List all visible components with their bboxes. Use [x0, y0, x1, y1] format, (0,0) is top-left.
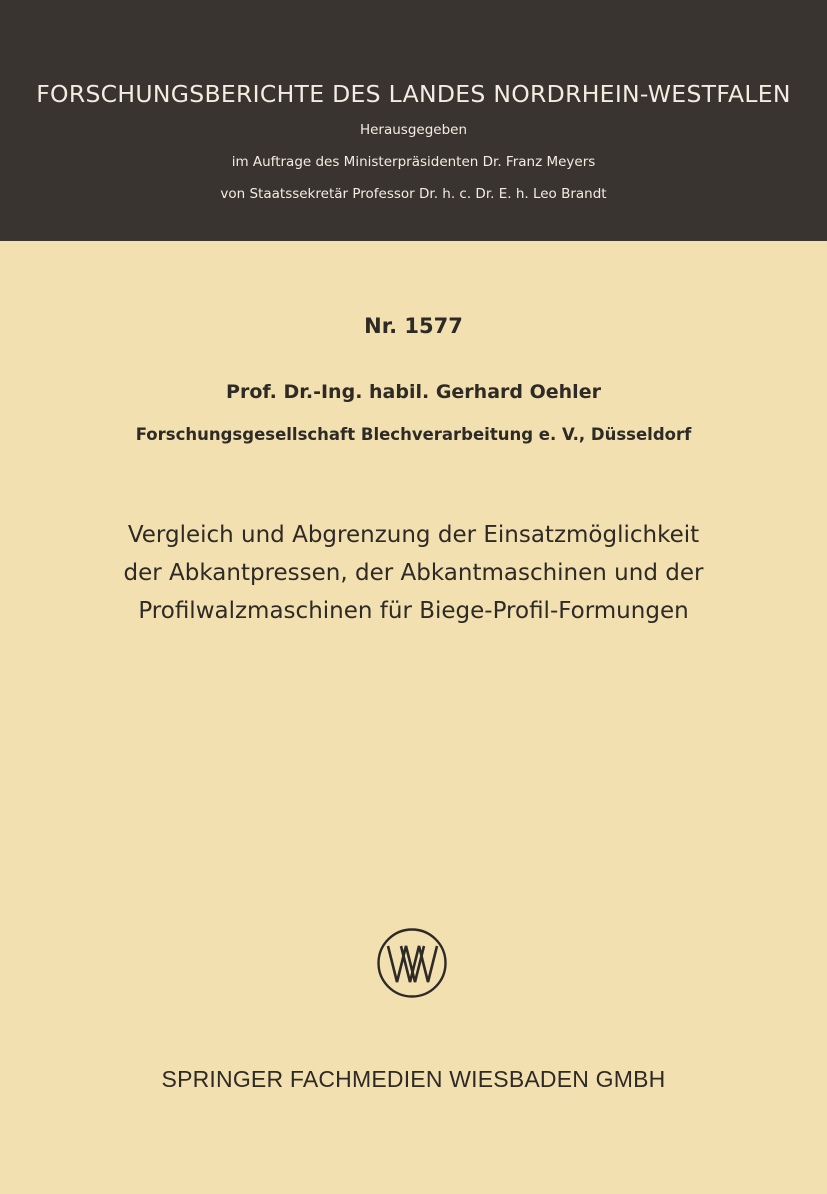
author-institution: Forschungsgesellschaft Blechverarbeitung e. V., Düsseldorf — [135, 425, 692, 444]
author-name: Prof. Dr.-Ing. habil. Gerhard Oehler — [226, 381, 601, 403]
title-line: Vergleich und Abgrenzung der Einsatzmöglichkeit — [127, 522, 700, 548]
title-line: der Abkantpressen, der Abkantmaschinen und der — [123, 560, 704, 586]
book-title — [0, 516, 827, 630]
publisher-name: SPRINGER FACHMEDIEN WIESBADEN GMBH — [161, 1066, 666, 1092]
series-header-band — [0, 0, 827, 241]
report-number: Nr. 1577 — [364, 314, 463, 338]
editor-line: im Auftrage des Ministerpräsidenten Dr. Franz Meyers — [231, 154, 596, 170]
editor-line: von Staatssekretär Professor Dr. h. c. Dr. E. h. Leo Brandt — [220, 186, 607, 202]
title-line: Profilwalzmaschinen für Biege-Profil-Formungen — [138, 598, 689, 624]
editor-line: Herausgegeben — [359, 122, 468, 138]
springer-ww-logo-icon — [376, 927, 448, 999]
series-title: FORSCHUNGSBERICHTE DES LANDES NORDRHEIN-WESTFALEN — [36, 80, 791, 108]
